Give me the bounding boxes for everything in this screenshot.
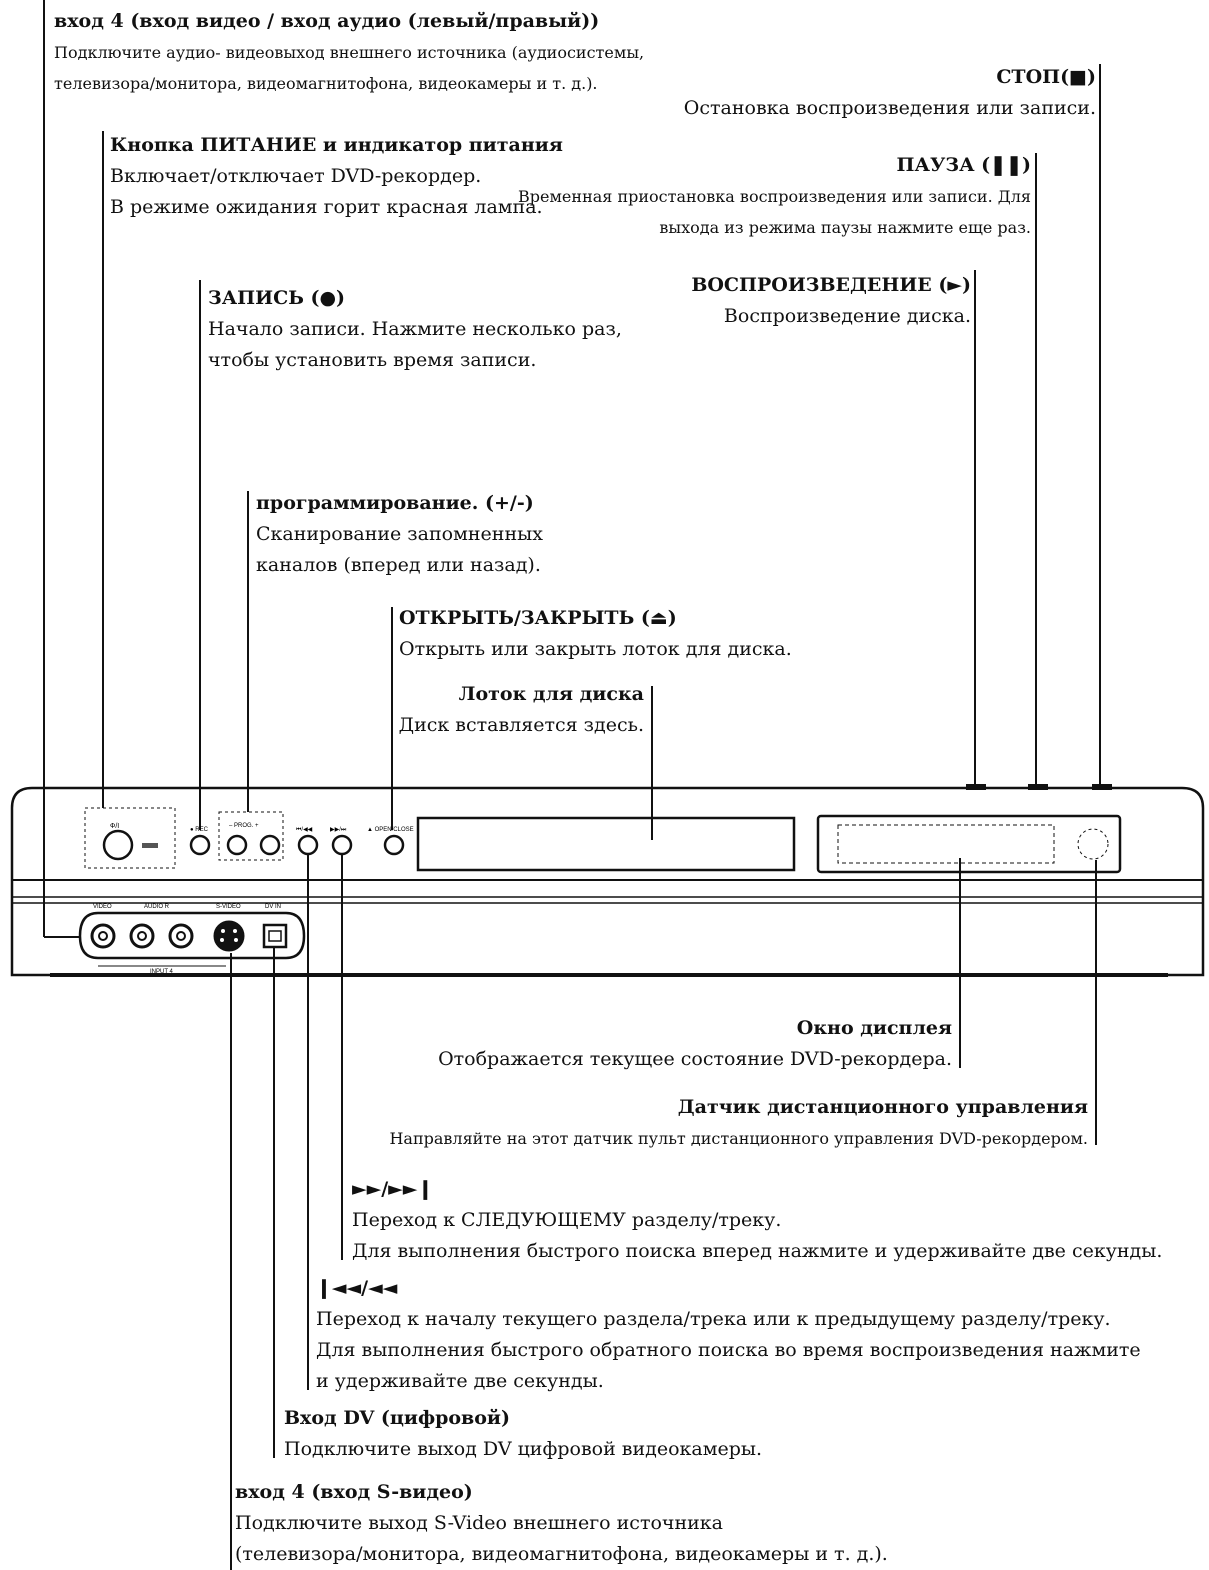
callout-power xyxy=(110,130,563,223)
callout-line: Подключите аудио- видеовыход внешнего источника (аудиосистемы, xyxy=(54,43,645,62)
svideo-label: S-VIDEO xyxy=(216,904,241,910)
callout-play xyxy=(691,270,971,332)
callout-line: Начало записи. Нажмите несколько раз, xyxy=(208,318,622,340)
prog-minus-button[interactable] xyxy=(228,836,246,854)
callout-dv xyxy=(284,1403,762,1465)
dvin-label: DV IN xyxy=(265,904,282,910)
callout-title: ЗАПИСЬ (●) xyxy=(208,287,346,309)
callout-title: СТОП(■) xyxy=(996,66,1096,88)
callout-line: и удерживайте две секунды. xyxy=(316,1370,604,1392)
callout-line: Переход к СЛЕДУЮЩЕМУ разделу/треку. xyxy=(352,1209,782,1231)
callout-line: Для выполнения быстрого обратного поиска во время воспроизведения нажмите xyxy=(316,1339,1141,1361)
input4-panel xyxy=(80,913,304,966)
callout-line: Остановка воспроизведения или записи. xyxy=(683,97,1096,119)
open-close-button[interactable] xyxy=(385,836,403,854)
callout-title: Лоток для диска xyxy=(458,683,644,705)
rec-label: ● REC xyxy=(190,827,208,833)
callout-line: Сканирование запомненных xyxy=(256,523,543,545)
record-button[interactable] xyxy=(191,836,209,854)
callout-line: Открыть или закрыть лоток для диска. xyxy=(399,638,792,660)
power-button[interactable] xyxy=(104,831,132,859)
video-label: VIDEO xyxy=(93,904,112,910)
callout-line: Подключите выход S-Video внешнего источника xyxy=(235,1512,723,1534)
callout-title: вход 4 (вход S-видео) xyxy=(235,1481,473,1503)
open-close-label: ▲ OPEN/CLOSE xyxy=(367,827,414,833)
power-indicator xyxy=(142,843,158,848)
input4-label: INPUT 4 xyxy=(150,969,173,975)
callout-line: (телевизора/монитора, видеомагнитофона, видеокамеры и т. д.). xyxy=(235,1543,888,1565)
prog-label: – PROG. + xyxy=(229,823,259,829)
callout-record xyxy=(208,283,622,376)
svideo-jack[interactable] xyxy=(214,921,244,951)
play-button-top[interactable] xyxy=(966,784,986,790)
callout-line: В режиме ожидания горит красная лампа. xyxy=(110,196,543,218)
display-window xyxy=(818,816,1120,872)
callout-line: Включает/отключает DVD-рекордер. xyxy=(110,165,482,187)
disc-tray[interactable] xyxy=(418,818,794,870)
callout-title: Вход DV (цифровой) xyxy=(284,1407,511,1429)
callout-input4-av xyxy=(54,6,644,99)
callout-line: Направляйте на этот датчик пульт дистанционного управления DVD-рекордером. xyxy=(389,1129,1088,1148)
callout-title: ПАУЗА (❚❚) xyxy=(896,154,1031,176)
remote-sensor xyxy=(1078,829,1108,859)
callout-display xyxy=(438,1013,952,1075)
next-button[interactable] xyxy=(333,836,351,854)
callout-line: каналов (вперед или назад). xyxy=(256,554,541,576)
audio-right-jack[interactable] xyxy=(170,925,192,947)
callout-title: ►►/►►❙ xyxy=(352,1178,434,1200)
audio-label: AUDIO R xyxy=(144,904,170,910)
power-section xyxy=(85,808,175,868)
callout-stop xyxy=(684,62,1096,124)
callout-prev xyxy=(316,1273,1141,1397)
power-label: Ф/I xyxy=(110,823,120,830)
callout-title: ВОСПРОИЗВЕДЕНИЕ (►) xyxy=(691,274,971,296)
callout-line: Переход к началу текущего раздела/трека или к предыдущему разделу/треку. xyxy=(316,1308,1111,1330)
audio-left-jack[interactable] xyxy=(131,925,153,947)
next-label: ▶▶/⏭ xyxy=(330,827,347,833)
prog-section xyxy=(219,812,283,860)
dv-in-port[interactable] xyxy=(264,925,286,947)
callout-title: Окно дисплея xyxy=(796,1017,952,1039)
callout-title: ❙◄◄/◄◄ xyxy=(316,1277,398,1299)
callout-prog xyxy=(256,488,543,581)
callout-line: выхода из режима паузы нажмите еще раз. xyxy=(659,218,1031,237)
callout-title: ОТКРЫТЬ/ЗАКРЫТЬ (⏏) xyxy=(399,607,677,629)
prev-button[interactable] xyxy=(299,836,317,854)
callout-line: Отображается текущее состояние DVD-рекордера. xyxy=(438,1048,952,1070)
callout-title: вход 4 (вход видео / вход аудио (левый/правый)) xyxy=(54,10,600,32)
callout-line: Диск вставляется здесь. xyxy=(398,714,644,736)
pause-button-top[interactable] xyxy=(1028,784,1048,790)
callout-title: программирование. (+/-) xyxy=(256,492,534,514)
callout-line: Временная приостановка воспроизведения или записи. Для xyxy=(518,187,1031,206)
callout-line: телевизора/монитора, видеомагнитофона, видеокамеры и т. д.). xyxy=(54,74,598,93)
video-in-jack[interactable] xyxy=(92,925,114,947)
callout-open-close xyxy=(399,603,792,665)
callout-line: Для выполнения быстрого поиска вперед нажмите и удерживайте две секунды. xyxy=(352,1240,1163,1262)
callout-pause xyxy=(518,150,1031,243)
prog-plus-button[interactable] xyxy=(261,836,279,854)
stop-button-top[interactable] xyxy=(1092,784,1112,790)
dvd-recorder-body xyxy=(12,784,1203,975)
callout-next xyxy=(352,1174,1162,1267)
callout-remote xyxy=(389,1092,1088,1154)
callout-tray xyxy=(399,679,644,741)
callout-line: Подключите выход DV цифровой видеокамеры. xyxy=(284,1438,763,1460)
callout-svideo xyxy=(235,1477,888,1570)
callout-line: Воспроизведение диска. xyxy=(723,305,971,327)
callout-title: Кнопка ПИТАНИЕ и индикатор питания xyxy=(110,134,563,156)
prev-label: ⏮/◀◀ xyxy=(296,827,313,833)
callout-title: Датчик дистанционного управления xyxy=(677,1096,1088,1118)
callout-line: чтобы установить время записи. xyxy=(208,349,537,371)
